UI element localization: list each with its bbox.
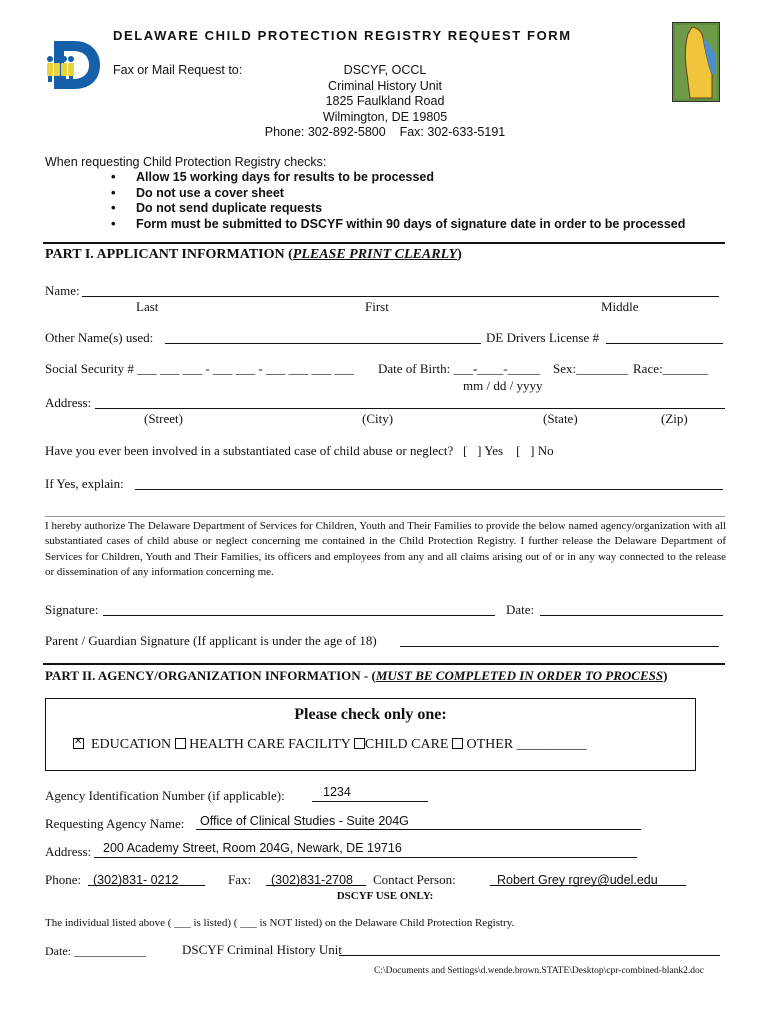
registry-status-line: The individual listed above ( ___ is listed) ( ___ is NOT listed) on the Delaware Child Protection Registry. [45, 917, 515, 929]
date-label: Date: [506, 602, 535, 617]
part2-heading-text: PART II. AGENCY/ORGANIZATION INFORMATION - ( [45, 668, 376, 683]
divider [45, 516, 725, 517]
checkbox-icon[interactable] [354, 738, 365, 749]
agency-address-value[interactable]: 200 Academy Street, Room 204G, Newark, DE 19716 [103, 841, 402, 855]
part2-heading-emphasis: MUST BE COMPLETED IN ORDER TO PROCESS [375, 668, 664, 683]
dob-hint: mm / dd / yyyy [463, 378, 543, 393]
guardian-signature-label: Parent / Guardian Signature (If applicant is under the age of 18) [45, 633, 377, 648]
checkbox-icon[interactable] [175, 738, 186, 749]
explain-label: If Yes, explain: [45, 476, 124, 491]
checkbox-checked-icon[interactable] [73, 738, 84, 749]
category-options [73, 737, 587, 753]
name-field[interactable] [82, 296, 719, 297]
address-sub-zip: (Zip) [661, 411, 688, 426]
option-label: OTHER __________ [466, 737, 587, 752]
ssn-field[interactable]: Social Security # ___ ___ ___ - ___ ___ - ___ ___ ___ ___ [45, 361, 354, 376]
contact-person-label: Contact Person: [373, 872, 456, 887]
contact-person-value[interactable]: Robert Grey rgrey@udel.edu [497, 873, 658, 887]
dob-field[interactable]: Date of Birth: ___-____-_____ [378, 361, 541, 376]
form-title: DELAWARE CHILD PROTECTION REGISTRY REQUEST FORM [113, 28, 572, 43]
address-line: DSCYF, OCCL [343, 63, 427, 77]
dscyf-logo [44, 38, 102, 92]
abuse-question[interactable]: Have you ever been involved in a substantiated case of child abuse or neglect? [ ] Yes [ ] No [45, 443, 554, 458]
name-sub-middle: Middle [601, 299, 639, 314]
signature-label: Signature: [45, 602, 99, 617]
authorization-text: I hereby authorize The Delaware Department of Services for Children, Youth and Their Families to provide the below named agency/organization with all substantiated cases of child abuse or neglect concerning me contained in the Child Protection Registry. I further release the Delaware Department of Services for Children, Youth and Their Families, its officers and employees from any and all claims arising out of or in any way connected to the release or dissemination of any information concerning me. [45, 520, 726, 578]
part1-heading [45, 247, 462, 263]
option-education[interactable] [73, 737, 171, 752]
part1-heading-text: PART I. APPLICANT INFORMATION ( [45, 247, 293, 262]
file-path: C:\Documents and Settings\d.wende.brown.STATE\Desktop\cpr-combined-blank2.doc [374, 966, 704, 976]
address-line: Criminal History Unit [328, 78, 442, 93]
address-sub-city: (City) [362, 411, 394, 426]
name-sub-last: Last [136, 299, 159, 314]
divider [43, 242, 725, 244]
instruction-item: • Form must be submitted to DSCYF within 90 days of signature date in order to be processed [108, 217, 685, 233]
address-line: 1825 Faulkland Road [325, 94, 445, 109]
instruction-item: • Do not use a cover sheet [108, 186, 685, 202]
name-sub-first: First [365, 299, 389, 314]
part1-heading-emphasis: PLEASE PRINT CLEARLY [292, 247, 458, 262]
option-other[interactable] [452, 737, 587, 752]
mailing-address-block [235, 63, 535, 141]
part1-heading-close: ) [457, 247, 462, 262]
checkbox-icon[interactable] [452, 738, 463, 749]
date-field[interactable] [540, 615, 723, 616]
dscyf-use-heading: DSCYF USE ONLY: [336, 890, 434, 902]
agency-name-label: Requesting Agency Name: [45, 816, 185, 831]
instruction-item: • Do not send duplicate requests [108, 201, 685, 217]
other-names-field[interactable] [165, 343, 481, 344]
fax-value[interactable]: (302)831-2708 [271, 873, 354, 887]
option-child-care[interactable] [354, 737, 449, 752]
other-names-label: Other Name(s) used: [45, 330, 154, 345]
signature-field[interactable] [103, 615, 495, 616]
fax-label: Fax: [228, 872, 252, 887]
drivers-license-label: DE Drivers License # [486, 330, 599, 345]
dscyf-unit-field [339, 955, 720, 956]
address-line: Phone: 302-892-5800 Fax: 302-633-5191 [264, 125, 506, 140]
agency-address-label: Address: [45, 844, 92, 859]
option-label: CHILD CARE [364, 737, 449, 752]
option-health-care[interactable] [175, 737, 351, 752]
phone-label: Phone: [45, 872, 82, 887]
explain-field[interactable] [135, 489, 723, 490]
sex-field[interactable]: Sex:________ [553, 361, 629, 376]
dscyf-date-field: Date: ____________ [45, 944, 146, 958]
mail-label: Fax or Mail Request to: [113, 63, 243, 77]
instructions-intro: When requesting Child Protection Registry checks: [45, 155, 327, 169]
name-label: Name: [45, 283, 80, 298]
check-one-box [45, 698, 696, 771]
dscyf-unit-label: DSCYF Criminal History Unit [182, 942, 342, 957]
race-field[interactable]: Race:_______ [633, 361, 709, 376]
agency-name-value[interactable]: Office of Clinical Studies - Suite 204G [200, 814, 409, 828]
instructions-list [108, 170, 685, 232]
agency-id-field[interactable] [312, 801, 428, 802]
address-label: Address: [45, 395, 92, 410]
option-label: EDUCATION [91, 737, 172, 752]
drivers-license-field[interactable] [606, 343, 723, 344]
address-line: Wilmington, DE 19805 [322, 109, 448, 124]
check-one-title: Please check only one: [294, 706, 447, 723]
applicant-address-field[interactable] [95, 408, 725, 409]
agency-id-label: Agency Identification Number (if applicable): [45, 788, 285, 803]
phone-value[interactable]: (302)831- 0212 [93, 873, 179, 887]
agency-id-value[interactable]: 1234 [323, 785, 351, 799]
agency-name-field[interactable] [196, 829, 641, 830]
option-label: HEALTH CARE FACILITY [189, 737, 351, 752]
instruction-item: • Allow 15 working days for results to be processed [108, 170, 685, 186]
divider [43, 663, 725, 665]
delaware-map-icon [672, 22, 720, 102]
address-sub-state: (State) [543, 411, 578, 426]
agency-address-field[interactable] [94, 857, 637, 858]
part2-heading [45, 668, 667, 684]
guardian-signature-field[interactable] [400, 646, 719, 647]
part2-heading-close: ) [663, 668, 668, 683]
address-sub-street: (Street) [144, 411, 183, 426]
